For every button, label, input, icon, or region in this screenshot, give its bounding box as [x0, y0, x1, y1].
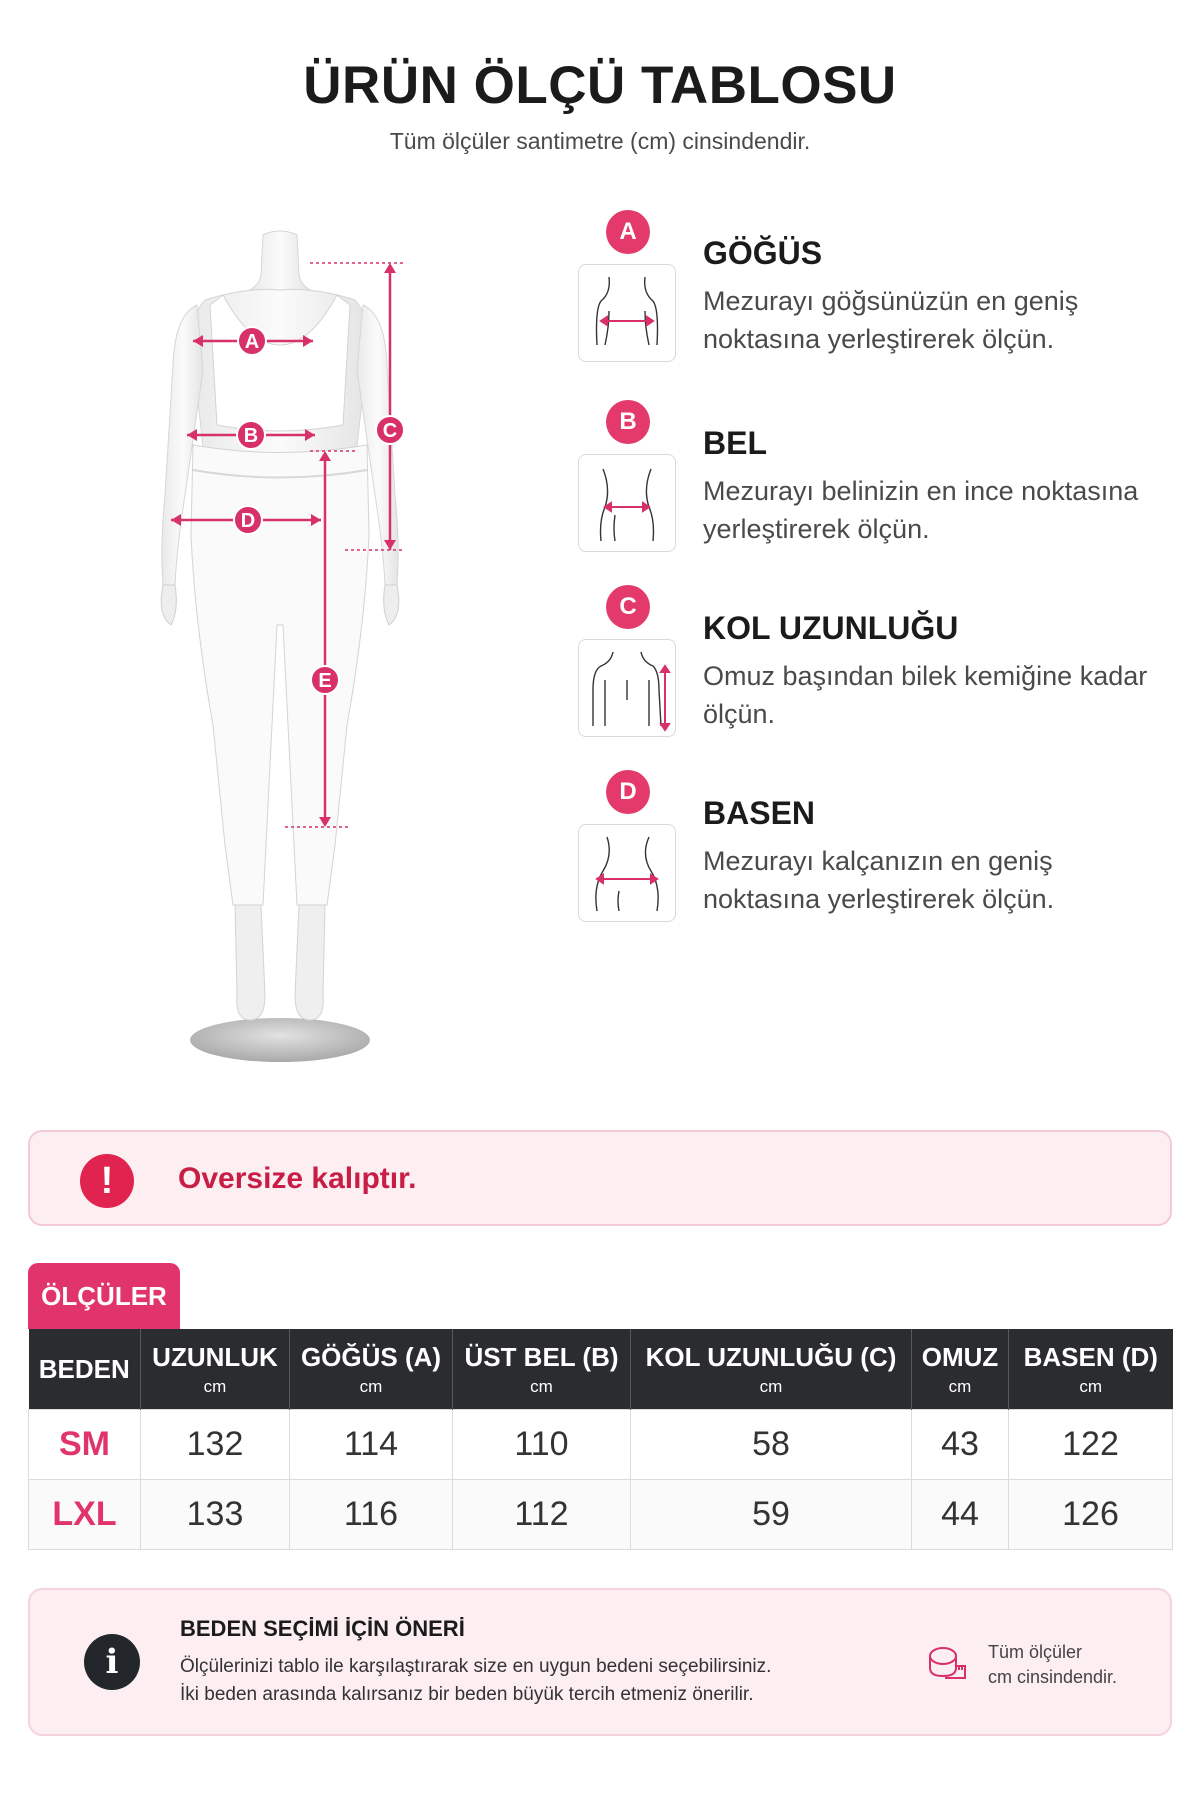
col-header-sleeve: KOL UZUNLUĞU (C) cm [631, 1329, 912, 1410]
guide-title-sleeve: KOL UZUNLUĞU [703, 610, 959, 646]
marker-a-label: A [244, 331, 260, 353]
marker-e [311, 666, 339, 694]
col-header-length: UZUNLUK cm [141, 1329, 290, 1410]
unit-label: cm [759, 1376, 783, 1396]
fit-note [28, 1130, 1172, 1226]
col-header-hip: BASEN (D) cm [1009, 1329, 1173, 1410]
guide-badge-d: D [606, 770, 650, 814]
exclamation-icon: ! [80, 1154, 134, 1208]
advice-line-1: Ölçülerinizi tablo ile karşılaştırarak size en uygun bedeni seçebilirsiniz. [180, 1656, 772, 1677]
advice-line-2: İki beden arasında kalırsanız bir beden büyük tercih etmeniz önerilir. [180, 1684, 754, 1705]
guide-title-waist: BEL [703, 425, 767, 461]
guide-badge-b: B [606, 400, 650, 444]
guide-title-chest: GÖĞÜS [703, 235, 823, 271]
page-subtitle: Tüm ölçüler santimetre (cm) cinsindendir. [389, 128, 811, 154]
guide-desc-sleeve: Omuz başından bilek kemiğine kadar ölçün. [703, 661, 1148, 729]
table-row [29, 1410, 1173, 1480]
size-table [28, 1329, 1173, 1550]
col-header-waist: ÜST BEL (B) cm [453, 1329, 631, 1410]
marker-e-label: E [318, 670, 332, 692]
waist-measure-icon [578, 454, 676, 552]
marker-c [376, 416, 404, 444]
table-cell: 122 [1009, 1410, 1173, 1480]
table-header-row [29, 1329, 1173, 1410]
table-cell: 44 [912, 1480, 1009, 1550]
table-cell: 58 [631, 1410, 912, 1480]
col-header-chest: GÖĞÜS (A) cm [290, 1329, 453, 1410]
unit-note-line-1: Tüm ölçüler [988, 1642, 1083, 1662]
guide-title-hip: BASEN [703, 795, 816, 831]
table-cell: 126 [1009, 1480, 1173, 1550]
size-cell: SM [29, 1410, 141, 1480]
marker-b-label: B [243, 425, 259, 447]
table-cell: 59 [631, 1480, 912, 1550]
guide-item-hip [578, 770, 1178, 940]
table-row [29, 1480, 1173, 1550]
col-header-shoulder: OMUZ cm [912, 1329, 1009, 1410]
table-cell: 116 [290, 1480, 453, 1550]
unit-label: cm [359, 1376, 383, 1396]
guide-desc-chest: Mezurayı göğsünüzün en geniş noktasına yerleştirerek ölçün. [703, 286, 1079, 354]
guide-desc-hip: Mezurayı kalçanızın en geniş noktasına yerleştirerek ölçün. [703, 846, 1055, 914]
unit-label: cm [203, 1376, 227, 1396]
hip-measure-icon [578, 824, 676, 922]
marker-a [238, 327, 266, 355]
unit-label: cm [1079, 1376, 1103, 1396]
guide-desc-waist: Mezurayı belinizin en ince noktasına yerleştirerek ölçün. [703, 476, 1139, 544]
sleeve-measure-icon [578, 639, 676, 737]
guide-item-waist [578, 400, 1178, 570]
measuring-tape-icon [925, 1640, 969, 1684]
fit-note-text: Oversize kalıptır. [178, 1162, 417, 1195]
unit-label: cm [948, 1376, 972, 1396]
size-advice-box [28, 1588, 1172, 1736]
table-cell: 110 [453, 1410, 631, 1480]
marker-d-label: D [240, 510, 256, 532]
table-tab-label: ÖLÇÜLER [28, 1263, 180, 1329]
info-icon: i [84, 1634, 140, 1690]
guide-item-sleeve [578, 585, 1178, 755]
guide-badge-a: A [606, 210, 650, 254]
table-cell: 132 [141, 1410, 290, 1480]
unit-label: cm [530, 1376, 553, 1396]
marker-c-label: C [382, 420, 398, 442]
table-cell: 114 [290, 1410, 453, 1480]
mannequin-figure [85, 205, 495, 1075]
page-title: ÜRÜN ÖLÇÜ TABLOSU [303, 56, 897, 115]
unit-note-line-2: cm cinsindendir. [988, 1667, 1118, 1687]
size-cell: LXL [29, 1480, 141, 1550]
unit-note [988, 1640, 1117, 1690]
table-cell: 112 [453, 1480, 631, 1550]
chest-measure-icon [578, 264, 676, 362]
mannequin-illustration [85, 205, 495, 1075]
col-header-size: BEDEN [29, 1329, 141, 1410]
guide-badge-c: C [606, 585, 650, 629]
table-cell: 43 [912, 1410, 1009, 1480]
advice-title: BEDEN SEÇİMİ İÇİN ÖNERİ [180, 1616, 465, 1641]
table-cell: 133 [141, 1480, 290, 1550]
marker-b [237, 421, 265, 449]
guide-item-chest [578, 210, 1178, 380]
marker-d [234, 506, 262, 534]
mannequin-base [190, 1018, 370, 1062]
